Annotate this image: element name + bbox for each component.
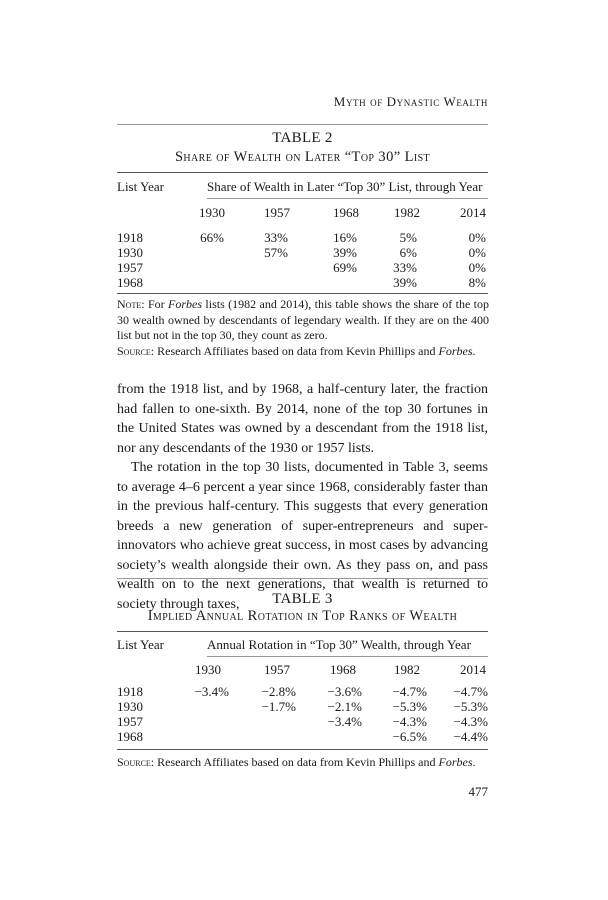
table2-col-group-header: Share of Wealth in Later “Top 30” List, through Year [207, 179, 483, 194]
table3-body [117, 684, 488, 744]
table-cell: −2.1% [327, 699, 362, 714]
table3-year-header: 1957 [264, 662, 290, 677]
table3-year-header: 1982 [394, 662, 420, 677]
table-cell: −3.4% [327, 714, 362, 729]
table-cell: −4.3% [392, 714, 427, 729]
table3-col-list-year: List Year [117, 637, 164, 652]
table3-title: Implied Annual Rotation in Top Ranks of Wealth [147, 608, 458, 624]
table-cell: 0% [468, 260, 486, 275]
table-row [117, 729, 488, 744]
table-cell: 8% [468, 275, 486, 290]
table2-year-header: 2014 [460, 205, 486, 220]
source-label: Source: [117, 755, 155, 769]
table2-bottom-rule [117, 293, 488, 294]
table-cell: −3.6% [327, 684, 362, 699]
table-cell: 33% [264, 230, 288, 245]
table-cell: −3.4% [194, 684, 229, 699]
table-row [117, 245, 488, 260]
row-year: 1930 [117, 245, 143, 260]
table2-body [117, 230, 488, 290]
row-year: 1957 [117, 260, 143, 275]
table-row [117, 699, 488, 714]
table-cell: 0% [468, 230, 486, 245]
table2-col-list-year: List Year [117, 179, 164, 194]
table-cell: 33% [393, 260, 417, 275]
table-cell: 39% [393, 275, 417, 290]
table-cell: −1.7% [261, 699, 296, 714]
table2-year-header: 1957 [264, 205, 290, 220]
table-cell: 69% [333, 260, 357, 275]
table2-note: Note: For Forbes lists (1982 and 2014), this table shows the share of the top 30 wealth owned by descendants of legendary wealth. If they are on the 400 list but not in the top 30, they count as zero. [117, 297, 489, 342]
table-cell: 66% [200, 230, 224, 245]
table2-label: TABLE 2 [272, 130, 333, 146]
table-row [117, 714, 488, 729]
table3-year-header: 2014 [460, 662, 486, 677]
table-row [117, 684, 488, 699]
table-cell: −4.4% [453, 729, 488, 744]
table3-top-divider [117, 578, 488, 579]
table-cell: −4.7% [392, 684, 427, 699]
table2-title: Share of Wealth on Later “Top 30” List [174, 149, 431, 165]
table3-source: Source: Research Affiliates based on data from Kevin Phillips and Forbes. [117, 755, 476, 769]
table3-col-group-header: Annual Rotation in “Top 30” Wealth, through Year [207, 637, 471, 652]
page-number: 477 [468, 784, 488, 799]
table-cell: 5% [399, 230, 417, 245]
running-head: Myth of Dynastic Wealth [333, 94, 488, 109]
table-cell: −4.3% [453, 714, 488, 729]
row-year: 1930 [117, 699, 143, 714]
row-year: 1968 [117, 275, 143, 290]
table-cell: −2.8% [261, 684, 296, 699]
table-row [117, 230, 488, 245]
table-cell: 39% [333, 245, 357, 260]
table-cell: −5.3% [392, 699, 427, 714]
table-row [117, 275, 488, 290]
row-year: 1918 [117, 684, 143, 699]
table-cell: 0% [468, 245, 486, 260]
table-cell: 16% [333, 230, 357, 245]
table3-year-header: 1930 [195, 662, 221, 677]
table2-top-rule [117, 172, 488, 173]
body-paragraph: from the 1918 list, and by 1968, a half-century later, the fraction had fallen to one-sixth. By 2014, none of the top 30 fortunes in the United States was owned by a descendant from the 1918 list, nor any descendants of the 1930 or 1957 lists. [117, 382, 488, 456]
table3-top-rule [117, 631, 488, 632]
table-cell: 57% [264, 245, 288, 260]
row-year: 1968 [117, 729, 143, 744]
table2-group-rule [207, 198, 488, 199]
table2-year-header: 1982 [394, 205, 420, 220]
row-year: 1918 [117, 230, 143, 245]
source-label: Source: [117, 344, 155, 358]
row-year: 1957 [117, 714, 143, 729]
table-cell: −4.7% [453, 684, 488, 699]
table2-year-header: 1968 [333, 205, 359, 220]
table3-year-header: 1968 [330, 662, 356, 677]
table-cell: −5.3% [453, 699, 488, 714]
table3-bottom-rule [117, 749, 488, 750]
table2-year-header: 1930 [199, 205, 225, 220]
table-cell: −6.5% [392, 729, 427, 744]
table3-label: TABLE 3 [272, 591, 333, 607]
table-row [117, 260, 488, 275]
note-label: Note: [117, 297, 145, 311]
table-cell: 6% [399, 245, 417, 260]
table2-source: Source: Research Affiliates based on data from Kevin Phillips and Forbes. [117, 344, 476, 358]
body-paragraph: The rotation in the top 30 lists, documented in Table 3, seems to average 4–6 percent a year since 1968, considerably faster than in the previous half-century. This suggests that every generation breeds a new generation of super-entrepreneurs and super-innovators who achieve great success, in most cases by advancing society’s wealth alongside their own. As they pass on, and pass wealth on to the next generations, that wealth is returned to society through taxes, [117, 460, 488, 612]
header-divider [117, 124, 488, 125]
table3-group-rule [207, 656, 488, 657]
